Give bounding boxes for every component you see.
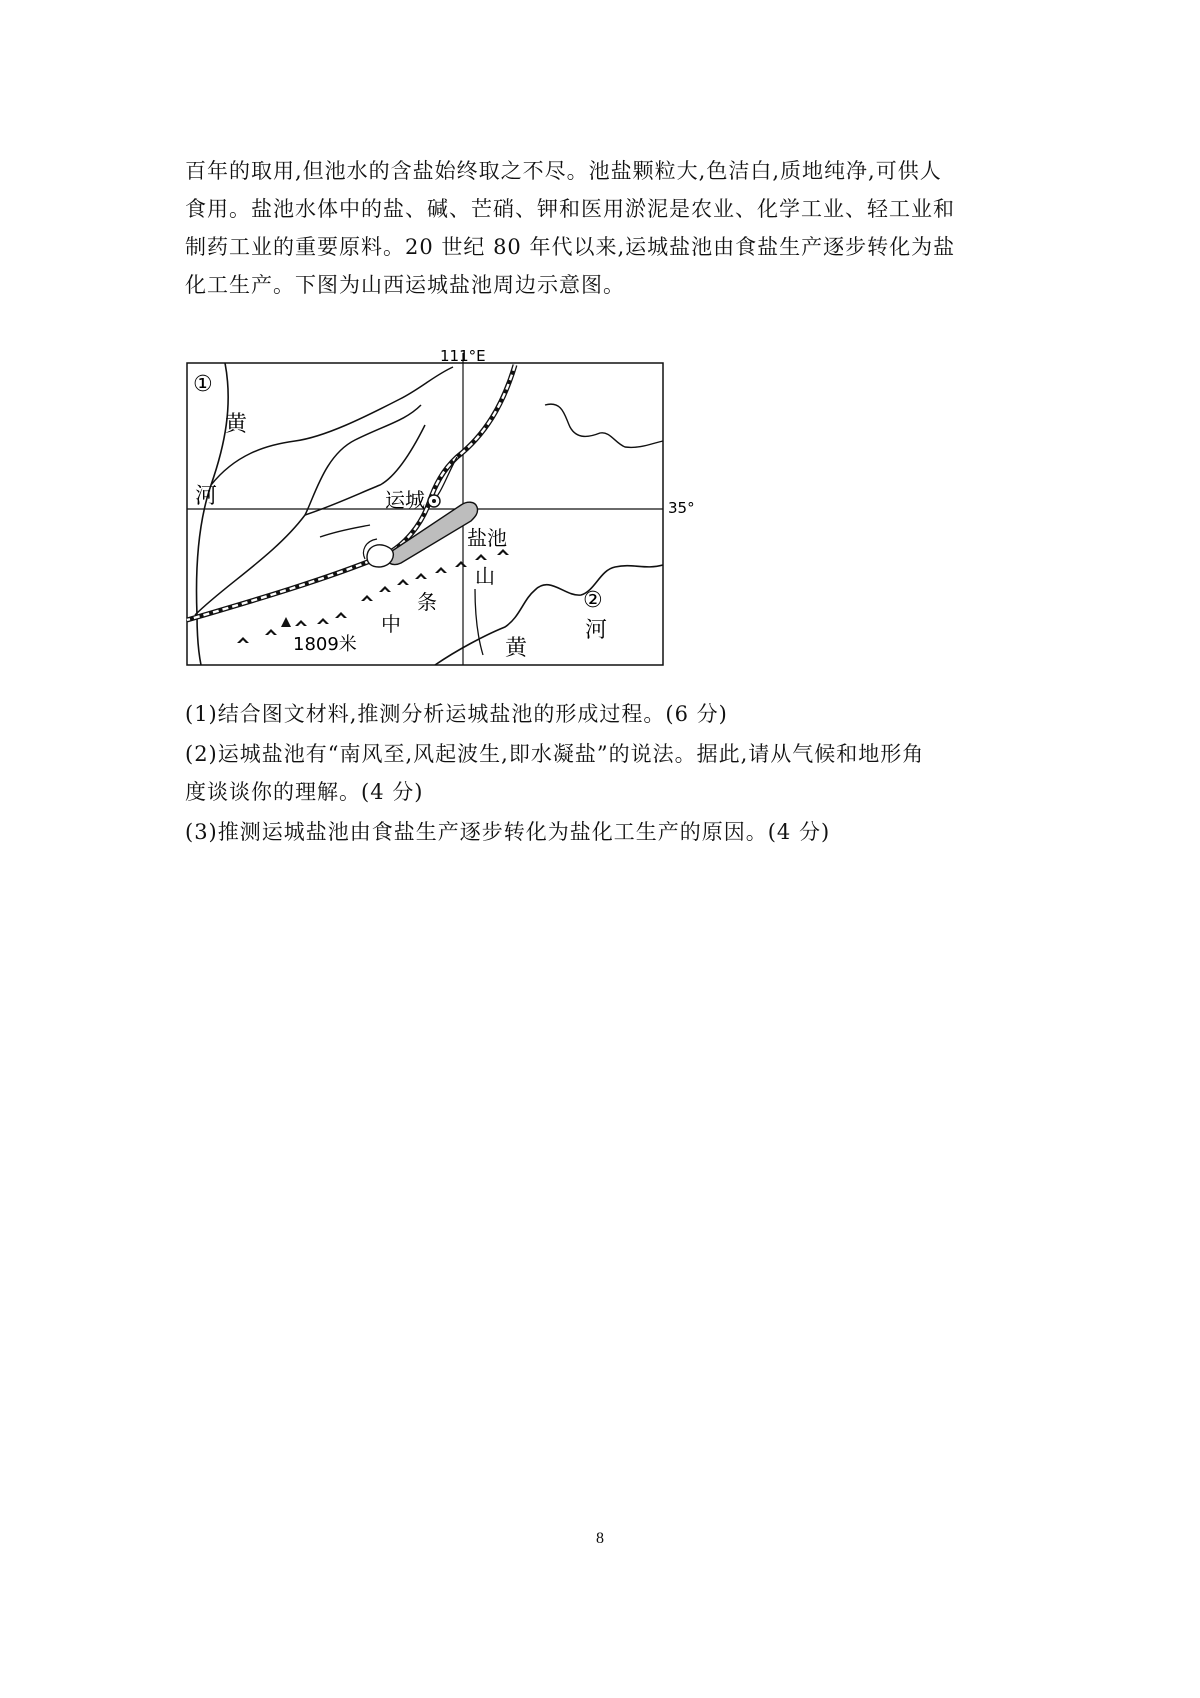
- city-marker-icon: [428, 495, 440, 507]
- river-tributary: [320, 525, 370, 537]
- intro-line: 食用。盐池水体中的盐、碱、芒硝、钾和医用淤泥是农业、化学工业、轻工业和: [185, 197, 955, 221]
- peak-elevation-label: 1809米: [293, 634, 357, 655]
- river-label: 河: [195, 484, 218, 509]
- city-label: 运城: [385, 488, 425, 512]
- intro-line: 百年的取用,但池水的含盐始终取之不尽。池盐颗粒大,色洁白,质地纯净,可供人: [185, 159, 942, 183]
- marker-1: ①: [193, 372, 213, 397]
- question-2-continued: 度谈谈你的理解。(4 分): [185, 780, 424, 804]
- river-tributary: [545, 404, 663, 447]
- pond: [367, 545, 393, 567]
- intro-line: 化工生产。下图为山西运城盐池周边示意图。: [185, 273, 625, 297]
- river-label: 黄: [505, 636, 528, 661]
- river-label: 黄: [225, 412, 248, 437]
- river-tributary: [475, 589, 483, 655]
- mountain-label: 山: [475, 564, 495, 588]
- mountain-label: 条: [417, 590, 437, 614]
- question-2: (2)运城盐池有“南风至,风起波生,即水凝盐”的说法。据此,请从气候和地形角: [185, 742, 925, 766]
- intro-paragraph: [185, 152, 1035, 304]
- latitude-label: 35°: [668, 499, 695, 517]
- yuncheng-salt-lake-map: [185, 345, 705, 685]
- intro-line: 制药工业的重要原料。20 世纪 80 年代以来,运城盐池由食盐生产逐步转化为盐: [185, 235, 956, 259]
- question-1: (1)结合图文材料,推测分析运城盐池的形成过程。(6 分): [185, 702, 728, 726]
- river-tributary: [211, 367, 453, 485]
- yellow-river-south: [435, 565, 663, 665]
- yellow-river-west: [197, 363, 229, 665]
- longitude-label: 111°E: [440, 347, 486, 365]
- railway: [187, 365, 515, 620]
- salt-lake-label: 盐池: [467, 526, 507, 550]
- question-3: (3)推测运城盐池由食盐生产逐步转化为盐化工生产的原因。(4 分): [185, 820, 831, 844]
- page-number: 8: [596, 1530, 604, 1547]
- peak-triangle-icon: [281, 617, 291, 627]
- marker-2: ②: [583, 588, 603, 613]
- river-label: 河: [585, 618, 608, 643]
- mountain-label: 中: [381, 612, 401, 636]
